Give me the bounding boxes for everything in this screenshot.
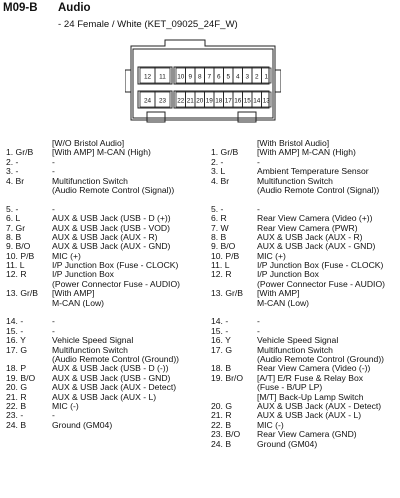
pin-description: - [52,166,55,177]
pin-label: 1. Gr/B [6,147,34,158]
pin-label: 21. R [211,410,232,421]
pinout-row [211,440,399,449]
pin-description: AUX & USB Jack (USB - D (+)) [52,213,171,224]
pin-label: 6. R [211,213,227,224]
pin-number: 10 [177,73,185,81]
pin-description: [W/O Bristol Audio] [52,138,125,148]
pin-label: 8. B [211,231,227,242]
pin-label: 18. B [211,363,232,374]
pin-number: 9 [188,73,193,81]
pin-number: 24 [143,97,152,105]
pin-number: 20 [196,97,204,105]
pin-label: 9. B/O [211,241,236,252]
pinout-row [6,299,198,308]
pin-label: 23. B/O [211,429,241,440]
pin-description: Rear View Camera (Video (-)) [257,363,371,374]
pin-label: 15. - [6,325,24,336]
pin-label: 18. P [6,363,27,374]
pin-description: (Audio Remote Control (Signal)) [257,184,380,195]
pin-label: 9. B/O [6,241,31,252]
pin-label: 14. - [211,316,229,327]
pin-label: 7. Gr [6,222,26,233]
pin-label: 4. Br [6,175,25,186]
pin-description: - [52,325,55,336]
pin-description: I/P Junction Box (Fuse - CLOCK) [257,260,384,271]
pinout-row [6,317,198,326]
pin-label: 14. - [6,316,24,327]
pin-description: Vehicle Speed Signal [257,335,339,346]
pin-description: Ambient Temperature Sensor [257,166,369,177]
pin-number: 5 [226,73,231,81]
pin-description: AUX & USB Jack (AUX - GND) [52,241,171,252]
pin-description: Rear View Camera (Video (+)) [257,213,373,224]
pin-description: [With Bristol Audio] [257,138,330,148]
pin-description: I/P Junction Box [257,269,319,280]
pin-number: 2 [254,73,259,81]
pin-description: MIC (-) [257,419,284,430]
pin-description: - [257,203,260,214]
pin-label: 16. Y [211,335,231,346]
pin-description: MIC (+) [257,250,286,261]
pin-number: 16 [234,97,242,105]
pin-description: AUX & USB Jack (AUX - Detect) [257,400,382,411]
pin-description: (Audio Remote Control (Ground)) [52,353,180,364]
pin-label: 3. - [6,166,19,177]
pin-description: [With AMP] [52,288,95,299]
pin-label: 13. Gr/B [6,288,38,299]
pin-label: 2. - [6,156,19,167]
connector-face-diagram [125,36,281,132]
pin-description: [With AMP] M-CAN (High) [52,147,151,158]
pinout-row [6,242,198,251]
pin-number: 21 [186,97,194,105]
pin-label: 1. Gr/B [211,147,239,158]
pin-label: 24. B [211,438,232,449]
pinout-column-without-bristol [6,139,198,430]
pin-label: 21. R [6,391,27,402]
pin-description: (Power Connector Fuse - AUDIO) [52,278,180,289]
pin-description: AUX & USB Jack (AUX - L) [52,391,157,402]
pin-description: - [52,203,55,214]
pin-label: 20. G [6,382,28,393]
pin-label: 23. - [6,410,24,421]
pinout-column-with-bristol [211,139,399,449]
pin-number: 11 [159,73,166,81]
pin-label: 4. Br [211,175,230,186]
pinout-row [211,186,399,195]
pin-number: 15 [243,97,251,105]
pin-number: 7 [207,73,212,81]
connector-spec: - 24 Female / White (KET_09025_24F_W) [58,19,238,30]
pin-number: 12 [143,73,152,81]
pin-description: (Fuse - B/UP LP) [257,382,323,393]
pin-description: Vehicle Speed Signal [52,335,134,346]
pin-label: 20. G [211,400,233,411]
pinout-row [211,148,399,157]
pin-description: Multifunction Switch [52,344,128,355]
page-title: Audio [58,2,91,14]
pin-description: Ground (GM04) [257,438,318,449]
pinout-row [211,411,399,420]
pin-description: MIC (-) [52,400,79,411]
pin-description: - [257,325,260,336]
pin-description: M-CAN (Low) [52,297,105,308]
pinout-row [6,308,198,317]
pin-description: AUX & USB Jack (AUX - GND) [257,241,376,252]
pin-description: (Audio Remote Control (Ground)) [257,353,385,364]
pin-label: 19. B/O [6,372,36,383]
pin-number: 1 [264,73,269,81]
pin-description: MIC (+) [52,250,81,261]
pin-description: Multifunction Switch [257,344,333,355]
pin-description: [With AMP] [257,288,300,299]
pin-label: 12. R [6,269,27,280]
pin-number: 17 [224,97,232,105]
pin-label: 5. - [6,203,19,214]
pin-label: 6. L [6,213,21,224]
pin-label: 7. W [211,222,229,233]
connector-left-tab [125,70,131,92]
pinout-row [211,317,399,326]
pin-label: 17. G [211,344,233,355]
pin-label: 5. - [211,203,224,214]
pin-description: - [52,156,55,167]
pin-label: 2. - [211,156,224,167]
pin-label: 8. B [6,231,22,242]
pin-label: 12. R [211,269,232,280]
pin-description: Ground (GM04) [52,419,113,430]
pin-label: 24. B [6,419,27,430]
pinout-row [6,195,198,204]
pin-label: 13. Gr/B [211,288,243,299]
pinout-row [6,186,198,195]
pin-description: AUX & USB Jack (AUX - Detect) [52,382,177,393]
pinout-row [211,299,399,308]
pin-label: 11. L [211,260,230,271]
pin-description: Multifunction Switch [52,175,128,186]
pin-description: Rear View Camera (PWR) [257,222,358,233]
pin-label: 10. P/B [6,250,35,261]
pinout-row [6,421,198,430]
pin-description: - [257,156,260,167]
pin-description: [With AMP] M-CAN (High) [257,147,356,158]
pin-label: 17. G [6,344,28,355]
pin-description: AUX & USB Jack (USB - GND) [52,372,171,383]
pin-description: I/P Junction Box (Fuse - CLOCK) [52,260,179,271]
pin-number: 19 [205,97,213,105]
pin-description: [A/T] E/R Fuse & Relay Box [257,372,364,383]
pin-label: 11. L [6,260,25,271]
pin-number: 22 [177,97,185,105]
pin-description: AUX & USB Jack (AUX - R) [257,231,363,242]
pin-description: AUX & USB Jack (AUX - L) [257,410,362,421]
pin-description: I/P Junction Box [52,269,114,280]
pinout-row [6,158,198,167]
pin-number: 13 [262,97,270,105]
connector-id: M09-B [3,2,38,14]
pinout-row [6,148,198,157]
pin-description: [M/T] Back-Up Lamp Switch [257,391,364,402]
pin-label: 22. B [6,400,27,411]
pin-description: M-CAN (Low) [257,297,310,308]
pin-description: Rear View Camera (GND) [257,429,357,440]
pin-description: AUX & USB Jack (AUX - R) [52,231,158,242]
pin-label: 22. B [211,419,232,430]
pin-description: Multifunction Switch [257,175,333,186]
pin-label: 3. L [211,166,226,177]
pin-label: 10. P/B [211,250,240,261]
pinout-row [211,308,399,317]
pin-description: - [52,410,55,421]
pin-label: 16. Y [6,335,26,346]
pin-number: 3 [245,73,250,81]
pin-number: 8 [197,73,202,81]
pin-label: 15. - [211,325,229,336]
pinout-row [211,195,399,204]
connector-right-tab [275,70,281,92]
pinout-row [6,393,198,402]
pinout-row [211,242,399,251]
pin-description: AUX & USB Jack (USB - D (-)) [52,363,169,374]
pin-number: 18 [215,97,223,105]
pin-number: 6 [216,73,221,81]
pin-number: 4 [235,73,240,81]
pin-description: AUX & USB Jack (USB - VOD) [52,222,170,233]
pin-label: 19. Br/O [211,372,243,383]
pinout-row [6,402,198,411]
pin-number: 14 [253,97,261,105]
pin-number: 23 [158,97,167,105]
pin-description: - [257,316,260,327]
pin-description: (Power Connector Fuse - AUDIO) [257,278,385,289]
pin-description: (Audio Remote Control (Signal)) [52,184,175,195]
pin-description: - [52,316,55,327]
